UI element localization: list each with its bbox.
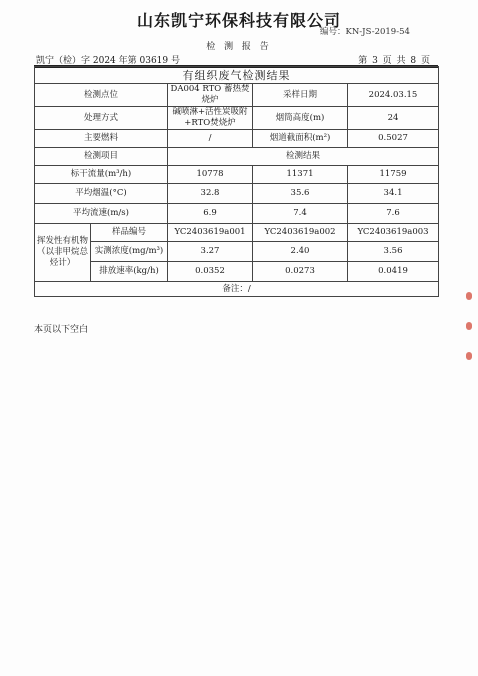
company-name: 山东凯宁环保科技有限公司: [136, 11, 341, 30]
conc-value: 2.40: [253, 242, 348, 262]
flow-value: 11759: [348, 166, 439, 184]
point-value: DA004 RTO 蓄热焚烧炉: [168, 84, 253, 107]
conc-label: 实测浓度(mg/m³): [91, 242, 168, 262]
temp-value: 32.8: [168, 184, 253, 204]
temp-value: 35.6: [253, 184, 348, 204]
temp-label: 平均烟温(°C): [35, 184, 168, 204]
seal-edge-mark: [466, 322, 472, 330]
rate-value: 0.0352: [168, 262, 253, 282]
velocity-value: 6.9: [168, 204, 253, 224]
seal-edge-mark: [466, 352, 472, 360]
area-label: 烟道截面积(m²): [253, 130, 348, 148]
document-code: 编号：KN-JS-2019-54: [320, 27, 410, 37]
velocity-value: 7.6: [348, 204, 439, 224]
conc-value: 3.56: [348, 242, 439, 262]
velocity-value: 7.4: [253, 204, 348, 224]
table-title: 有组织废气检测结果: [35, 67, 439, 84]
height-value: 24: [348, 107, 439, 130]
treatment-label: 处理方式: [35, 107, 168, 130]
area-value: 0.5027: [348, 130, 439, 148]
treatment-value: 碱喷淋+活性炭吸附+RTO焚烧炉: [168, 107, 253, 130]
flow-value: 11371: [253, 166, 348, 184]
sample-label: 样品编号: [91, 224, 168, 242]
blank-below-note: 本页以下空白: [34, 325, 89, 335]
sample-id: YC2403619a001: [168, 224, 253, 242]
rate-label: 排放速率(kg/h): [91, 262, 168, 282]
rate-value: 0.0273: [253, 262, 348, 282]
emission-results-table: [34, 66, 439, 297]
date-value: 2024.03.15: [348, 84, 439, 107]
report-number: 凯宁（检）字 2024 年第 03619 号: [36, 56, 180, 66]
item-header: 检测项目: [35, 148, 168, 166]
temp-value: 34.1: [348, 184, 439, 204]
conc-value: 3.27: [168, 242, 253, 262]
result-header: 检测结果: [168, 148, 439, 166]
seal-edge-mark: [466, 292, 472, 300]
sample-id: YC2403619a003: [348, 224, 439, 242]
rate-value: 0.0419: [348, 262, 439, 282]
remark: 备注：/: [35, 282, 439, 297]
sample-id: YC2403619a002: [253, 224, 348, 242]
flow-value: 10778: [168, 166, 253, 184]
flow-label: 标干流量(m³/h): [35, 166, 168, 184]
page-number: 第 3 页 共 8 页: [358, 56, 430, 66]
fuel-value: /: [168, 130, 253, 148]
height-label: 烟筒高度(m): [253, 107, 348, 130]
velocity-label: 平均流速(m/s): [35, 204, 168, 224]
date-label: 采样日期: [253, 84, 348, 107]
report-subtitle: 检 测 报 告: [206, 42, 272, 52]
fuel-label: 主要燃料: [35, 130, 168, 148]
point-label: 检测点位: [35, 84, 168, 107]
voc-label: 挥发性有机物（以非甲烷总烃计）: [35, 224, 91, 282]
